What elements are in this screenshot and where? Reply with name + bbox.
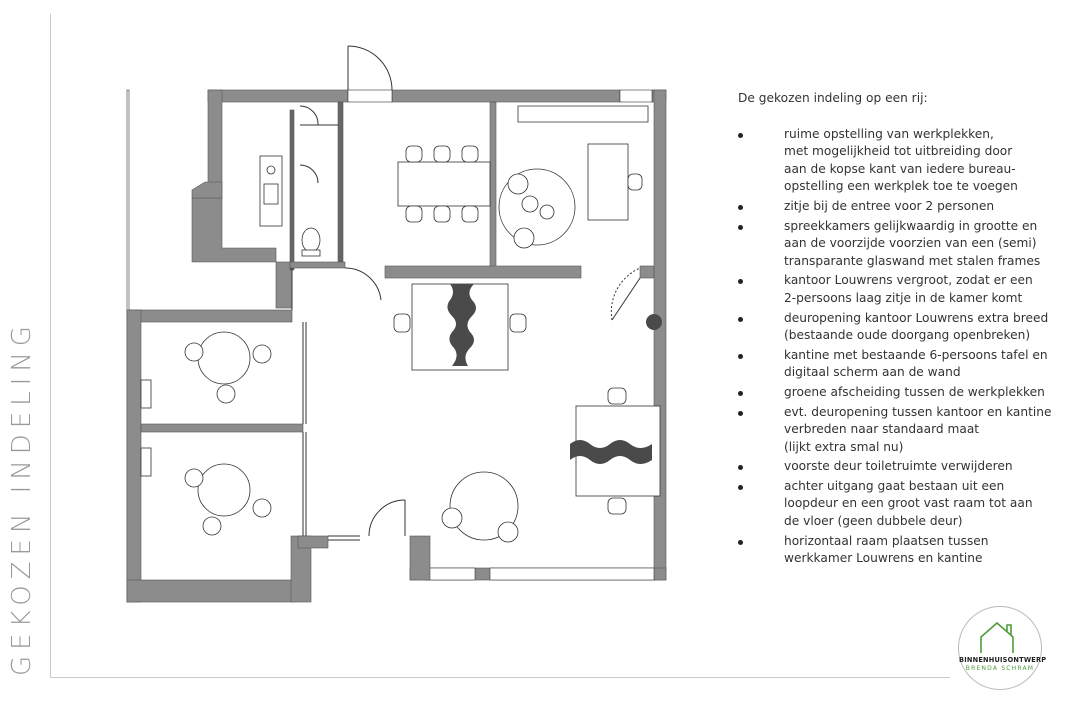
entrance-seating [442, 472, 518, 542]
list-item: kantine met bestaande 6-persoons tafel en digitaal scherm aan de wand [738, 347, 1068, 382]
lounge-chair [508, 174, 528, 194]
stool [540, 205, 554, 219]
notes-heading: De gekozen indeling op een rij: [738, 91, 928, 105]
chair [434, 206, 450, 222]
wall [141, 424, 303, 432]
wall [640, 266, 654, 278]
office-door-swing [345, 268, 381, 300]
wall [276, 262, 292, 308]
plants-cabinet [518, 106, 648, 122]
notes-list [738, 126, 1068, 568]
window [490, 568, 654, 580]
list-item: voorste deur toiletruimte verwijderen [738, 458, 1068, 476]
meeting-room-1 [141, 332, 271, 408]
list-item: achter uitgang gaat bestaan uit een loopdeur en een groot vast raam tot aan de vloer (geen dubbele deur) [738, 478, 1068, 531]
wall [392, 90, 620, 102]
list-item: deuropening kantoor Louwrens extra breed (bestaande oude doorgang openbreken) [738, 310, 1068, 345]
wall [410, 536, 430, 580]
wall [654, 90, 666, 580]
entrance-door-swing [348, 46, 392, 90]
lounge-chair [514, 228, 534, 248]
wall [490, 102, 496, 268]
chair [185, 469, 203, 487]
chair [406, 146, 422, 162]
chair [498, 522, 518, 542]
wall [338, 102, 343, 262]
round-table [198, 464, 250, 516]
wall-screen [141, 380, 151, 408]
chair [253, 345, 271, 363]
wall [290, 110, 294, 270]
chair [185, 343, 203, 361]
list-item: evt. deuropening tussen kantoor en kantine verbreden naar standaard maat (lijkt extra smal nu) [738, 404, 1068, 457]
glass-walls [292, 268, 360, 540]
house-outline [981, 623, 1013, 653]
plant [646, 314, 662, 330]
chair [628, 174, 642, 190]
chair [406, 206, 422, 222]
side-title-text: GEKOZEN INDELING [7, 320, 37, 676]
wall [385, 266, 581, 278]
toilet [302, 228, 320, 252]
toilet-door-swing [300, 106, 318, 125]
office-door-swing [611, 268, 640, 320]
list-item: horizontaal raam plaatsen tussen werkkamer Louwrens en kantine [738, 533, 1068, 568]
wall [290, 262, 345, 268]
wall [208, 90, 348, 102]
office-louwrens [499, 106, 648, 248]
sink [264, 184, 278, 204]
chair [510, 314, 526, 332]
toilet-tank [302, 250, 320, 256]
canteen-table [398, 162, 490, 206]
toilet-door-swing [300, 165, 318, 183]
chair [442, 508, 462, 528]
meeting-room-2 [141, 448, 271, 535]
wall [127, 310, 292, 322]
back-door-swing [369, 500, 405, 536]
stool [522, 196, 538, 212]
chair [434, 146, 450, 162]
wall [127, 310, 141, 602]
stove [267, 166, 275, 174]
chair [217, 385, 235, 403]
round-table [198, 332, 250, 384]
list-item: zitje bij de entree voor 2 personen [738, 198, 1068, 216]
desk [588, 144, 628, 220]
wall-screen [141, 448, 151, 476]
chair [203, 517, 221, 535]
logo-line-1: BINNENHUISONTWERP [959, 656, 1047, 664]
window [620, 90, 652, 102]
chair [462, 146, 478, 162]
chair [608, 388, 626, 404]
window [425, 568, 475, 580]
wall [192, 182, 222, 198]
window [348, 90, 392, 102]
chair [394, 314, 410, 332]
notes [738, 90, 1068, 570]
chair [462, 206, 478, 222]
plant-pot [646, 314, 662, 330]
wall [127, 580, 295, 602]
list-item: groene afscheiding tussen de werkplekken [738, 384, 1068, 402]
list-item: kantoor Louwrens vergroot, zodat er een 2-persoons laag zitje in de kamer komt [738, 272, 1068, 307]
office-door [612, 278, 640, 320]
logo [958, 606, 1047, 690]
logo-line-2: BRENDA SCHRAM [965, 665, 1035, 672]
canteen [398, 146, 490, 222]
wall [298, 536, 328, 548]
list-item: ruime opstelling van werkplekken, met mogelijkheid tot uitbreiding door aan de kopse kant van iedere bureau- opstelling een werkplek toe te voegen [738, 126, 1068, 196]
list-item: spreekkamers gelijkwaardig in grootte en aan de voorzijde voorzien van een (semi) transparante glaswand met stalen frames [738, 218, 1068, 271]
chair [253, 499, 271, 517]
chair [608, 498, 626, 514]
house-icon [959, 607, 1041, 657]
